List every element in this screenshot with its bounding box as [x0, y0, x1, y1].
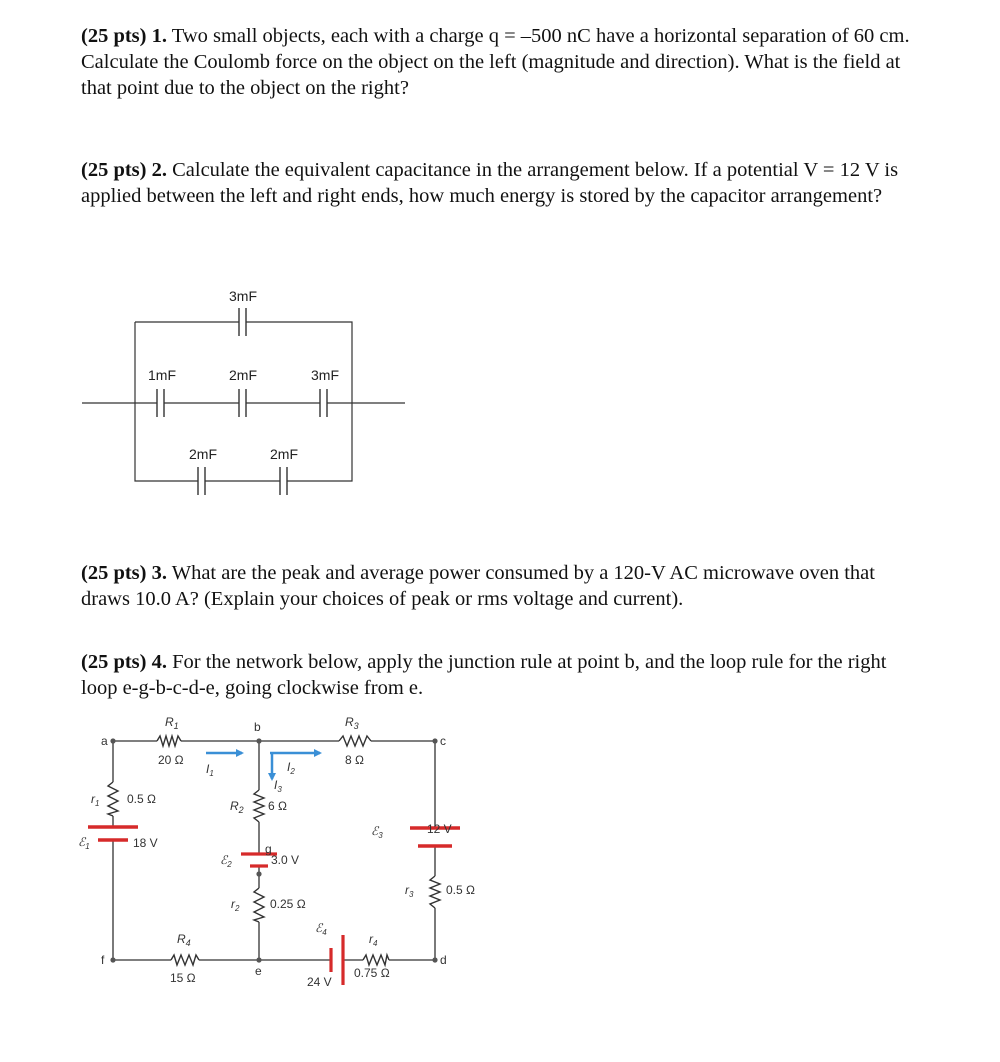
label-node-c: c [440, 734, 446, 748]
cap-mid-center-label: 2mF [229, 367, 257, 383]
label-e2-value: 3.0 V [271, 853, 300, 867]
circuit-nodes [110, 738, 437, 962]
label-r4-internal: $r_4$ [369, 932, 378, 948]
node-b [256, 738, 261, 743]
label-r4-internal-value: 0.75 Ω [354, 966, 390, 980]
label-e3-value: 12 V [427, 822, 452, 836]
label-r1-internal: $r_1$ [91, 792, 100, 808]
label-node-e: e [255, 964, 262, 978]
label-node-d: d [440, 953, 447, 967]
label-node-f: f [101, 953, 105, 967]
label-i3: $I_3$ [274, 778, 282, 794]
label-e3: ℰ$_3$ [371, 824, 383, 840]
problem-4-label: (25 pts) 4. [81, 651, 167, 673]
label-r3-internal: $r_3$ [405, 883, 414, 899]
problem-2-text: Calculate the equivalent capacitance in the arrangement below. If a potential V = 12 V is applied between the left and right ends, how much energy is stored by the capacitor arrangement? [81, 159, 899, 207]
label-r4: $R_4$ [177, 932, 191, 948]
resistor-r1-internal [108, 782, 118, 816]
label-e1-value: 18 V [133, 836, 158, 850]
label-r3-internal-value: 0.5 Ω [446, 883, 475, 897]
resistor-r4-internal [363, 955, 389, 965]
label-e2: ℰ$_2$ [220, 853, 232, 869]
label-r3: $R_3$ [345, 715, 359, 731]
resistor-r3-internal [430, 876, 440, 908]
label-r4-value: 15 Ω [170, 971, 196, 985]
label-r1-value: 20 Ω [158, 753, 184, 767]
label-e4: ℰ$_4$ [315, 921, 327, 937]
node-f [110, 957, 115, 962]
label-i1: $I_1$ [206, 762, 214, 778]
label-node-b: b [254, 720, 261, 734]
label-r2: $R_2$ [230, 799, 244, 815]
label-e4-value: 24 V [307, 975, 332, 989]
battery-e4 [331, 935, 343, 985]
label-r3-value: 8 Ω [345, 753, 364, 767]
label-r1-internal-value: 0.5 Ω [127, 792, 156, 806]
label-e1: ℰ$_1$ [78, 835, 90, 851]
cap-bottom-right-label: 2mF [270, 446, 298, 462]
resistor-r2-internal [254, 888, 264, 922]
problem-4-text: For the network below, apply the junction rule at point b, and the loop rule for the right loop e-g-b-c-d-e, going clockwise from e. [81, 651, 887, 699]
problem-3-text: What are the peak and average power consumed by a 120-V AC microwave oven that draws 10.0 A? (Explain your choices of peak or rms voltage and current). [81, 562, 875, 610]
node-e [256, 957, 261, 962]
node-g [256, 871, 261, 876]
circuit-wires [113, 741, 435, 960]
label-r1: $R_1$ [165, 715, 179, 731]
label-node-g: g [265, 842, 272, 856]
current-arrows [206, 753, 320, 779]
cap-bottom-left-label: 2mF [189, 446, 217, 462]
resistor-r4 [171, 955, 199, 965]
label-node-a: a [101, 734, 108, 748]
label-r2-internal: $r_2$ [231, 897, 240, 913]
resistor-r1 [157, 736, 181, 746]
problem-1-text: Two small objects, each with a charge q = –500 nC have a horizontal separation of 60 cm. Calculate the Coulomb force on the object on the left (magnitude and direction). What is the field at that point due to the object on the right? [81, 25, 910, 99]
label-r2-value: 6 Ω [268, 799, 287, 813]
cap-top-label: 3mF [229, 288, 257, 304]
cap-mid-right-label: 3mF [311, 367, 339, 383]
resistor-r2 [254, 790, 264, 822]
node-d [432, 957, 437, 962]
problem-1-label: (25 pts) 1. [81, 25, 167, 47]
cap-mid-left-label: 1mF [148, 367, 176, 383]
node-a [110, 738, 115, 743]
problem-3-label: (25 pts) 3. [81, 562, 167, 584]
resistor-r3 [339, 736, 371, 746]
label-r2-internal-value: 0.25 Ω [270, 897, 306, 911]
node-c [432, 738, 437, 743]
problem-2-label: (25 pts) 2. [81, 159, 167, 181]
label-i2: $I_2$ [287, 760, 295, 776]
battery-e1 [88, 827, 138, 840]
